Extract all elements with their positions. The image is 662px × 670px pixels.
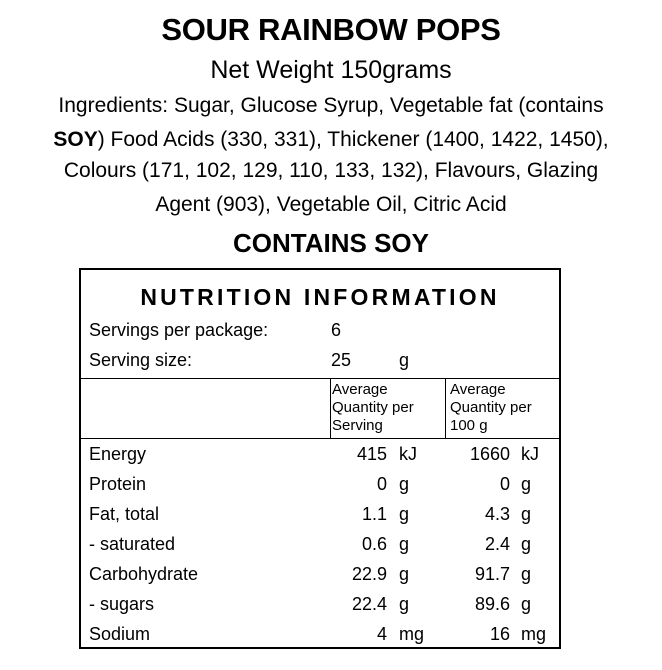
serving-size-unit: g: [399, 350, 410, 370]
col-header-serving: Average Quantity per Serving: [332, 381, 414, 434]
serving-size-value: 25: [331, 350, 352, 370]
per100-value: 89.6: [474, 594, 510, 614]
per100-value: 0: [499, 474, 510, 494]
per100-value: 4.3: [484, 504, 510, 524]
per100-value: 91.7: [474, 564, 510, 584]
ingredients-line-2-rest: ) Food Acids (330, 331), Thickener (1400, 1422, 1450),: [97, 128, 609, 151]
nutrient-name: Fat, total: [89, 504, 160, 524]
serving-value: 22.4: [351, 594, 387, 614]
serving-unit: g: [399, 504, 410, 524]
serving-value: 1.1: [361, 504, 387, 524]
allergen-statement: CONTAINS SOY: [233, 228, 429, 258]
header-divider-top: [81, 378, 559, 379]
ingredients-line-2: [0, 128, 662, 152]
serving-unit: mg: [399, 624, 425, 644]
nutrient-name: Energy: [89, 444, 147, 464]
servings-label: Servings per package:: [89, 320, 269, 340]
net-weight: Net Weight 150grams: [210, 56, 452, 84]
serving-unit: g: [399, 534, 410, 554]
per100-unit: g: [521, 594, 532, 614]
column-divider-2: [445, 378, 446, 438]
per100-value: 16: [489, 624, 510, 644]
serving-value: 0: [376, 474, 387, 494]
col-header-per-100g: Average Quantity per 100 g: [450, 381, 532, 434]
serving-value: 0.6: [361, 534, 387, 554]
per100-unit: g: [521, 474, 532, 494]
header-divider-bottom: [81, 438, 559, 439]
serving-unit: kJ: [399, 444, 417, 464]
nutrition-title: NUTRITION INFORMATION: [140, 284, 500, 310]
per100-unit: g: [521, 504, 532, 524]
serving-value: 415: [356, 444, 387, 464]
nutrient-name: Protein: [89, 474, 147, 494]
serving-unit: g: [399, 474, 410, 494]
column-divider-1: [330, 378, 331, 438]
per100-value: 2.4: [484, 534, 510, 554]
serving-size-label: Serving size:: [89, 350, 193, 370]
nutrition-panel: [79, 268, 561, 649]
servings-value: 6: [331, 320, 342, 340]
soy-allergen-bold: SOY: [53, 128, 98, 151]
per100-unit: g: [521, 534, 532, 554]
ingredients-line-1: Ingredients: Sugar, Glucose Syrup, Vegetable fat (contains: [58, 94, 604, 117]
nutrient-name: - sugars: [89, 594, 155, 614]
product-title: SOUR RAINBOW POPS: [161, 12, 501, 47]
serving-value: 22.9: [351, 564, 387, 584]
nutrient-name: - saturated: [89, 534, 176, 554]
nutrient-name: Carbohydrate: [89, 564, 199, 584]
per100-unit: mg: [521, 624, 547, 644]
per100-value: 1660: [469, 444, 510, 464]
nutrient-name: Sodium: [89, 624, 151, 644]
serving-unit: g: [399, 594, 410, 614]
per100-unit: kJ: [521, 444, 539, 464]
per100-unit: g: [521, 564, 532, 584]
ingredients-line-4: Agent (903), Vegetable Oil, Citric Acid: [155, 193, 507, 216]
ingredients-line-3: Colours (171, 102, 129, 110, 133, 132), Flavours, Glazing: [63, 159, 599, 182]
serving-value: 4: [376, 624, 387, 644]
serving-unit: g: [399, 564, 410, 584]
